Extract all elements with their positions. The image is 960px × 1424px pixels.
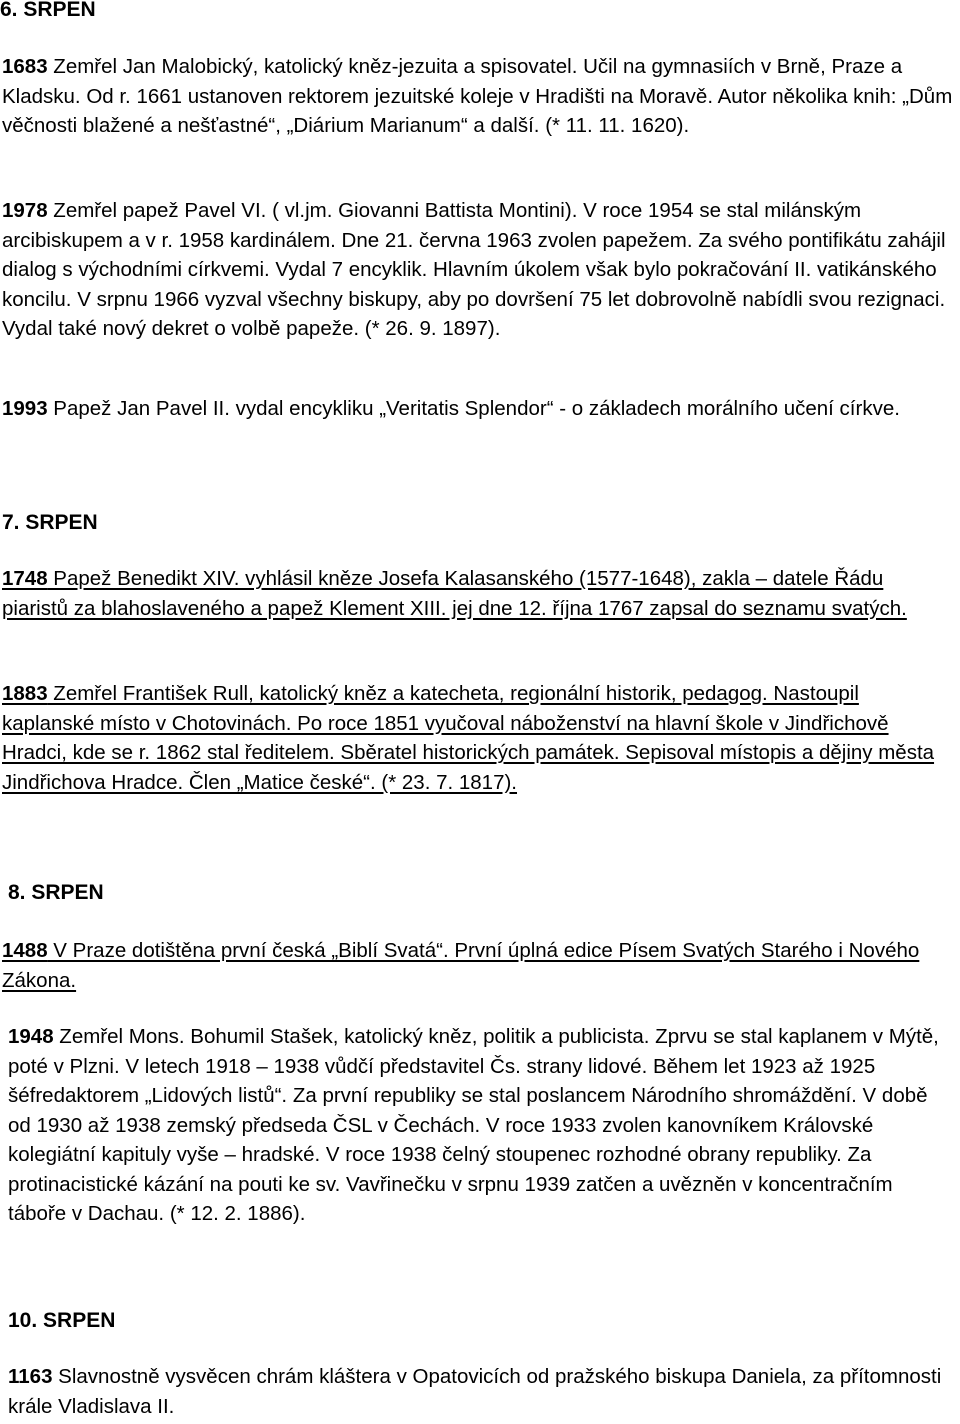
entry-1978 [2,196,954,344]
entry-1883 [2,679,954,797]
entry-text: Zemřel papež Pavel VI. ( vl.jm. Giovanni Battista Montini). V roce 1954 se stal milánským arcibiskupem a v r. 1958 kardinálem. Dne 21. června 1963 zvolen papežem. Za svého pontifikátu zahájil dialog s východními církvemi. Vydal 7 encyklik. Hlavním úkolem však bylo pokračování II. vatikánského koncilu. V srpnu 1966 vyzval všechny biskupy, aby po dovršení 75 let dobrovolně nabídli svou rezignaci. Vydal také nový dekret o volbě papeže. (* 26. 9. 1897). [2,199,946,340]
entry-year: 1488 [2,939,48,962]
entry-text: Zemřel Jan Malobický, katolický kněz-jezuita a spisovatel. Učil na gymnasiích v Brně, Praze a Kladsku. Od r. 1661 ustanoven rektorem jezuitské koleje v Hradišti na Moravě. Autor několika knih: „Dům věčnosti blažené a nešťastné“, „Diárium Marianum“ a další. (* 11. 11. 1620). [2,55,953,137]
entry-1163 [8,1362,954,1421]
entry-text: Papež Jan Pavel II. vydal encykliku „Veritatis Splendor“ - o základech morálního učení církve. [47,397,900,420]
entry-year: 1948 [8,1025,54,1048]
section-heading-7-srpen: 7. SRPEN [2,511,98,534]
entry-1683 [2,52,954,141]
section-heading-10-srpen: 10. SRPEN [8,1309,116,1332]
section-heading-6-srpen: 6. SRPEN [0,0,96,21]
entry-text: Papež Benedikt XIV. vyhlásil kněze Josefa Kalasanského (1577-1648), zakla – datele Řádu piaristů za blahoslaveného a papež Klement XIII. jej dne 12. října 1767 zapsal do seznamu svatých. [2,567,907,620]
entry-year: 1163 [8,1365,53,1388]
entry-year: 1748 [2,567,48,590]
entry-1488 [2,936,954,995]
entry-text: Zemřel Mons. Bohumil Stašek, katolický kněz, politik a publicista. Zprvu se stal kaplanem v Mýtě, poté v Plzni. V letech 1918 – 1938 vůdčí představitel Čs. strany lidové. Během let 1923 až 1925 šéfredaktorem „Lidových listů“. Za první republiky se stal poslancem Národního shromáždění. V době od 1930 až 1938 zemský předseda ČSL v Čechách. V roce 1933 zvolen kanovníkem Královské kolegiátní kapituly vyše – hradské. V roce 1938 čelný stoupenec rozhodné obrany republiky. Za protinacistické kázání na pouti ke sv. Vavřinečku v srpnu 1939 zatčen a uvězněn v koncentračním táboře v Dachau. (* 12. 2. 1886). [8,1025,939,1225]
entry-1993 [2,394,954,424]
entry-text: Zemřel František Rull, katolický kněz a katecheta, regionální historik, pedagog. Nastoupil kaplanské místo v Chotovinách. Po roce 1851 vyučoval náboženství na hlavní škole v Jindřichově Hradci, kde se r. 1862 stal ředitelem. Sběratel historických památek. Sepisoval místopis a dějiny města Jindřichova Hradce. Člen „Matice české“. (* 23. 7. 1817). [2,682,935,794]
entry-text: Slavnostně vysvěcen chrám kláštera v Opatovicích od pražského biskupa Daniela, za přítomnosti krále Vladislava II. [8,1365,942,1418]
entry-1748 [2,564,954,623]
entry-year: 1883 [2,682,48,705]
entry-1948 [8,1022,954,1229]
entry-text: V Praze dotištěna první česká „Biblí Svatá“. První úplná edice Písem Svatých Starého i Nového Zákona. [2,939,920,992]
entry-year: 1683 [2,55,48,78]
entry-year: 1993 [2,397,48,420]
section-heading-8-srpen: 8. SRPEN [8,881,104,904]
entry-year: 1978 [2,199,48,222]
